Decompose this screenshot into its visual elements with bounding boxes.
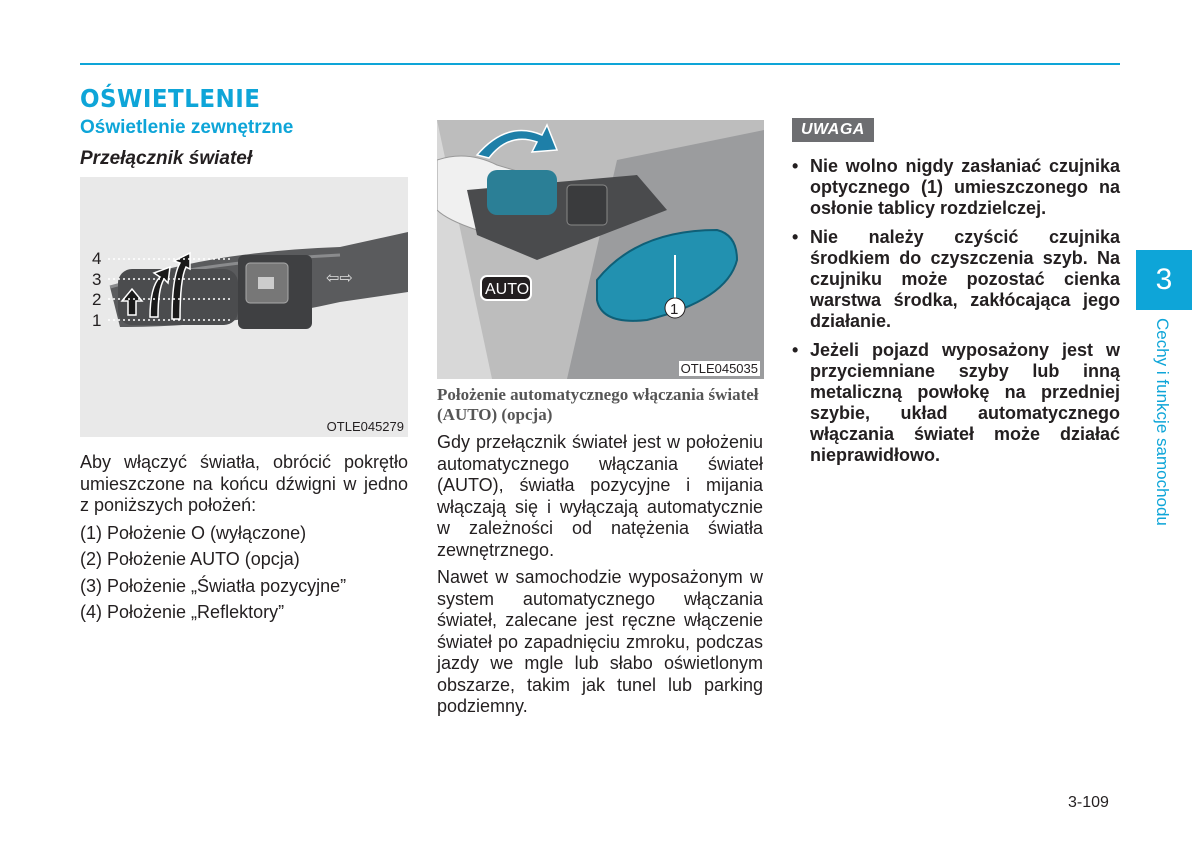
list-item: (3) Położenie „Światła pozycyjne”: [80, 575, 347, 596]
paragraph: Gdy przełącznik świateł jest w położeniu automatycznego włączania świateł (AUTO), światła pozycyjne i mijania włączają się i wyłączają automatycznie w zależności od natężenia światła zewnętrznego.: [437, 432, 763, 560]
list-item: (1) Położenie O (wyłączone): [80, 522, 307, 543]
warning-list: [790, 156, 1120, 474]
position-number-2: 2: [92, 290, 102, 309]
chapter-tab: 3: [1136, 250, 1192, 310]
svg-text:⇦⇨: ⇦⇨: [326, 270, 353, 287]
paragraph: Nawet w samochodzie wyposażonym w system automatycznego włączania świateł, zalecane jest ręczne włączenie świateł po zapadnięciu zmroku, podczas jazdy we mgle lub słabo oświetlonym obszarze, takim jak tunel lub parking podziemny.: [437, 567, 763, 716]
sensor-number: 1: [670, 301, 679, 318]
figure-light-switch: [80, 177, 408, 437]
warning-item: • Jeżeli pojazd wyposażony jest w przyciemniane szyby lub inną metaliczną powłokę na przedniej szybie, układ automatycznego włączania świateł może działać nieprawidłowo.: [790, 340, 1120, 466]
warning-item: • Nie wolno nigdy zasłaniać czujnika optycznego (1) umieszczonego na osłonie tablicy rozdzielczej.: [790, 156, 1120, 219]
page-number: 3-109: [1068, 794, 1109, 811]
column-1-text: [80, 452, 408, 629]
position-number-1: 1: [92, 311, 102, 330]
top-rule: [80, 63, 1120, 65]
column-2-text: [437, 432, 763, 724]
warning-label: UWAGA: [792, 118, 874, 142]
intro-paragraph: Aby włączyć światła, obrócić pokrętło umieszczone na końcu dźwigni w jedno z poniższych położeń:: [80, 452, 408, 515]
list-item: (2) Położenie AUTO (opcja): [80, 549, 300, 569]
warning-item: • Nie należy czyścić czujnika środkiem do czyszczenia szyb. Na czujniku może pozostać cienka warstwa środka, zakłócająca jego działanie.: [790, 227, 1120, 332]
list-item: (4) Położenie „Reflektory”: [80, 602, 285, 622]
figure1-code: OTLE045279: [326, 419, 404, 434]
section-title: OŚWIETLENIE: [80, 84, 261, 113]
subsection-title: Oświetlenie zewnętrzne: [80, 117, 294, 138]
figure2-code: OTLE045035: [680, 361, 758, 376]
figure2-caption: Położenie automatycznego włączania świateł (AUTO) (opcja): [437, 385, 759, 424]
chapter-title: Cechy i funkcje samochodu: [1153, 318, 1172, 526]
figure-auto-sensor: [437, 120, 764, 379]
light-switch-illustration: [80, 177, 408, 437]
auto-label: AUTO: [485, 281, 530, 298]
position-number-3: 3: [92, 270, 102, 289]
auto-sensor-illustration: [437, 120, 764, 379]
subheading: Przełącznik świateł: [80, 148, 253, 169]
positions-list: [80, 523, 408, 624]
position-number-4: 4: [92, 249, 102, 268]
